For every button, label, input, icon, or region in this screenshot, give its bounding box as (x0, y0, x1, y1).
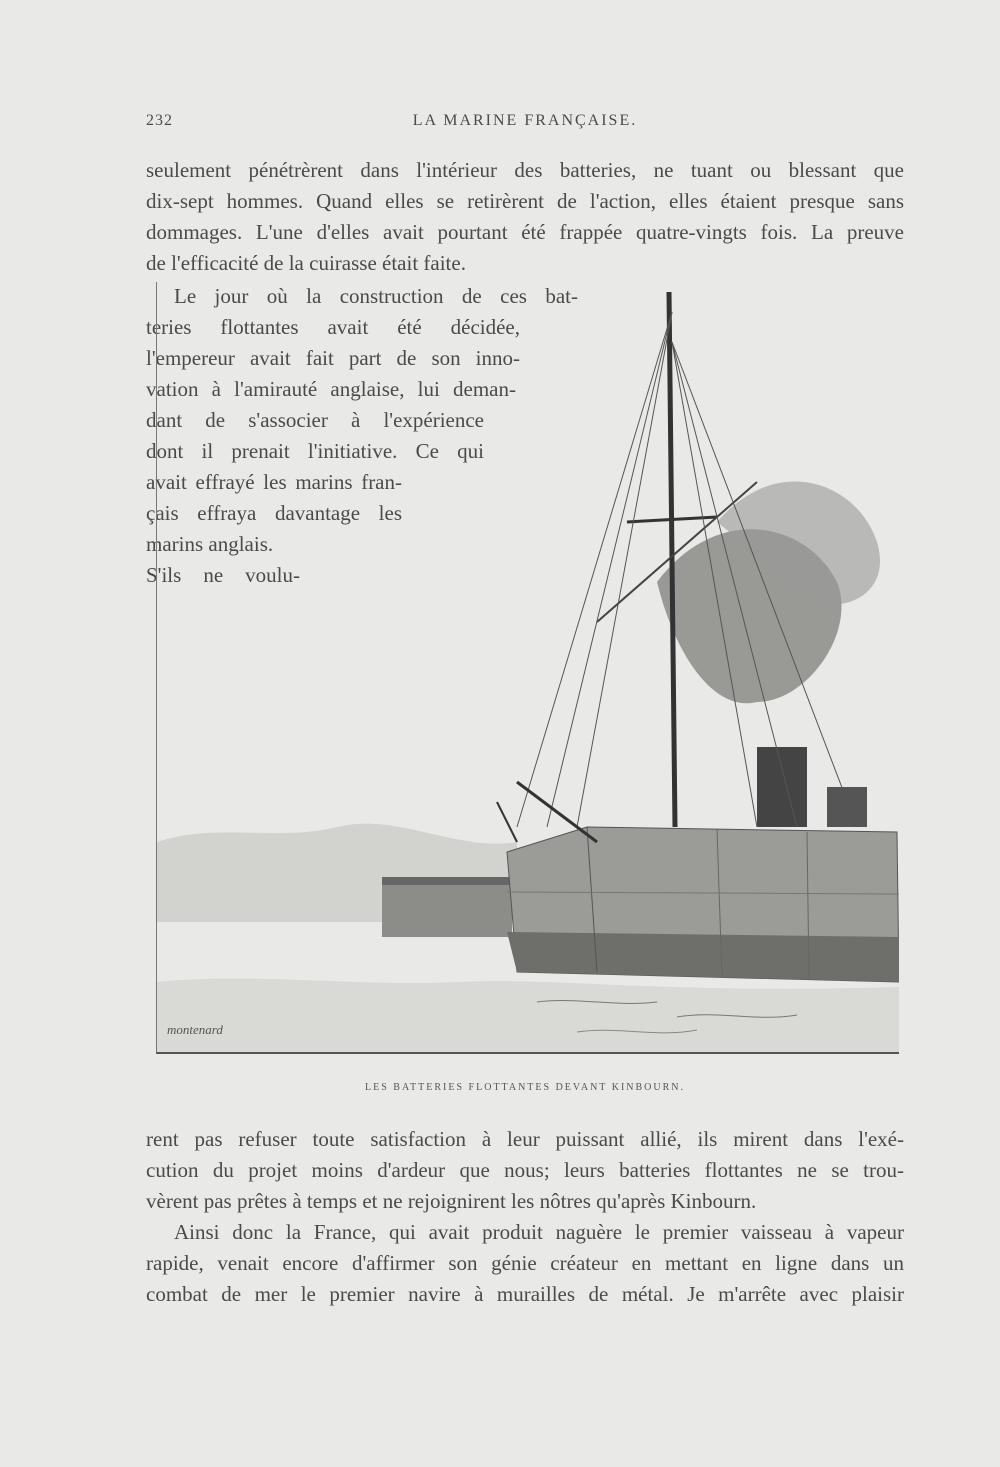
text-line: rent pas refuser toute satisfaction à leur puissant allié, ils mirent dans l'exé- (146, 1127, 904, 1151)
text-line: cution du projet moins d'ardeur que nous; leurs batteries flottantes ne se trou- (146, 1158, 904, 1182)
figure-caption: LES BATTERIES FLOTTANTES DEVANT KINBOURN. (365, 1082, 685, 1093)
text-line: l'empereur avait fait part de son inno- (146, 346, 520, 370)
text-line: çais effraya davantage les (146, 501, 402, 525)
text-line: dix-sept hommes. Quand elles se retirèrent de l'action, elles étaient presque sans (146, 189, 904, 213)
illustration-floating-batteries (156, 282, 899, 1054)
text-line: dommages. L'une d'elles avait pourtant été frappée quatre-vingts fois. La preuve (146, 220, 904, 244)
text-line: vation à l'amirauté anglaise, lui deman- (146, 377, 516, 401)
text-line: seulement pénétrèrent dans l'intérieur des batteries, ne tuant ou blessant que (146, 158, 904, 182)
page-header (146, 112, 904, 138)
text-line: de l'efficacité de la cuirasse était faite. (146, 251, 466, 275)
text-line: combat de mer le premier navire à murailles de métal. Je m'arrête avec plaisir (146, 1282, 904, 1306)
text-line: S'ils ne voulu- (146, 563, 300, 587)
artist-signature: montenard (167, 1022, 223, 1037)
text-line: marins anglais. (146, 532, 274, 556)
ship-engraving (157, 282, 899, 1052)
text-line: vèrent pas prêtes à temps et ne rejoignirent les nôtres qu'après Kinbourn. (146, 1189, 757, 1213)
text-line: dant de s'associer à l'expérience (146, 408, 484, 432)
text-line: teries flottantes avait été décidée, (146, 315, 520, 339)
text-line: Le jour où la construction de ces bat- (174, 284, 578, 308)
running-title: LA MARINE FRANÇAISE. (412, 112, 638, 129)
text-line: rapide, venait encore d'affirmer son génie créateur en mettant en ligne dans un (146, 1251, 904, 1275)
text-line: dont il prenait l'initiative. Ce qui (146, 439, 484, 463)
text-line: Ainsi donc la France, qui avait produit naguère le premier vaisseau à vapeur (174, 1220, 904, 1244)
page-number: 232 (146, 112, 173, 129)
text-line: avait effrayé les marins fran- (146, 470, 402, 494)
